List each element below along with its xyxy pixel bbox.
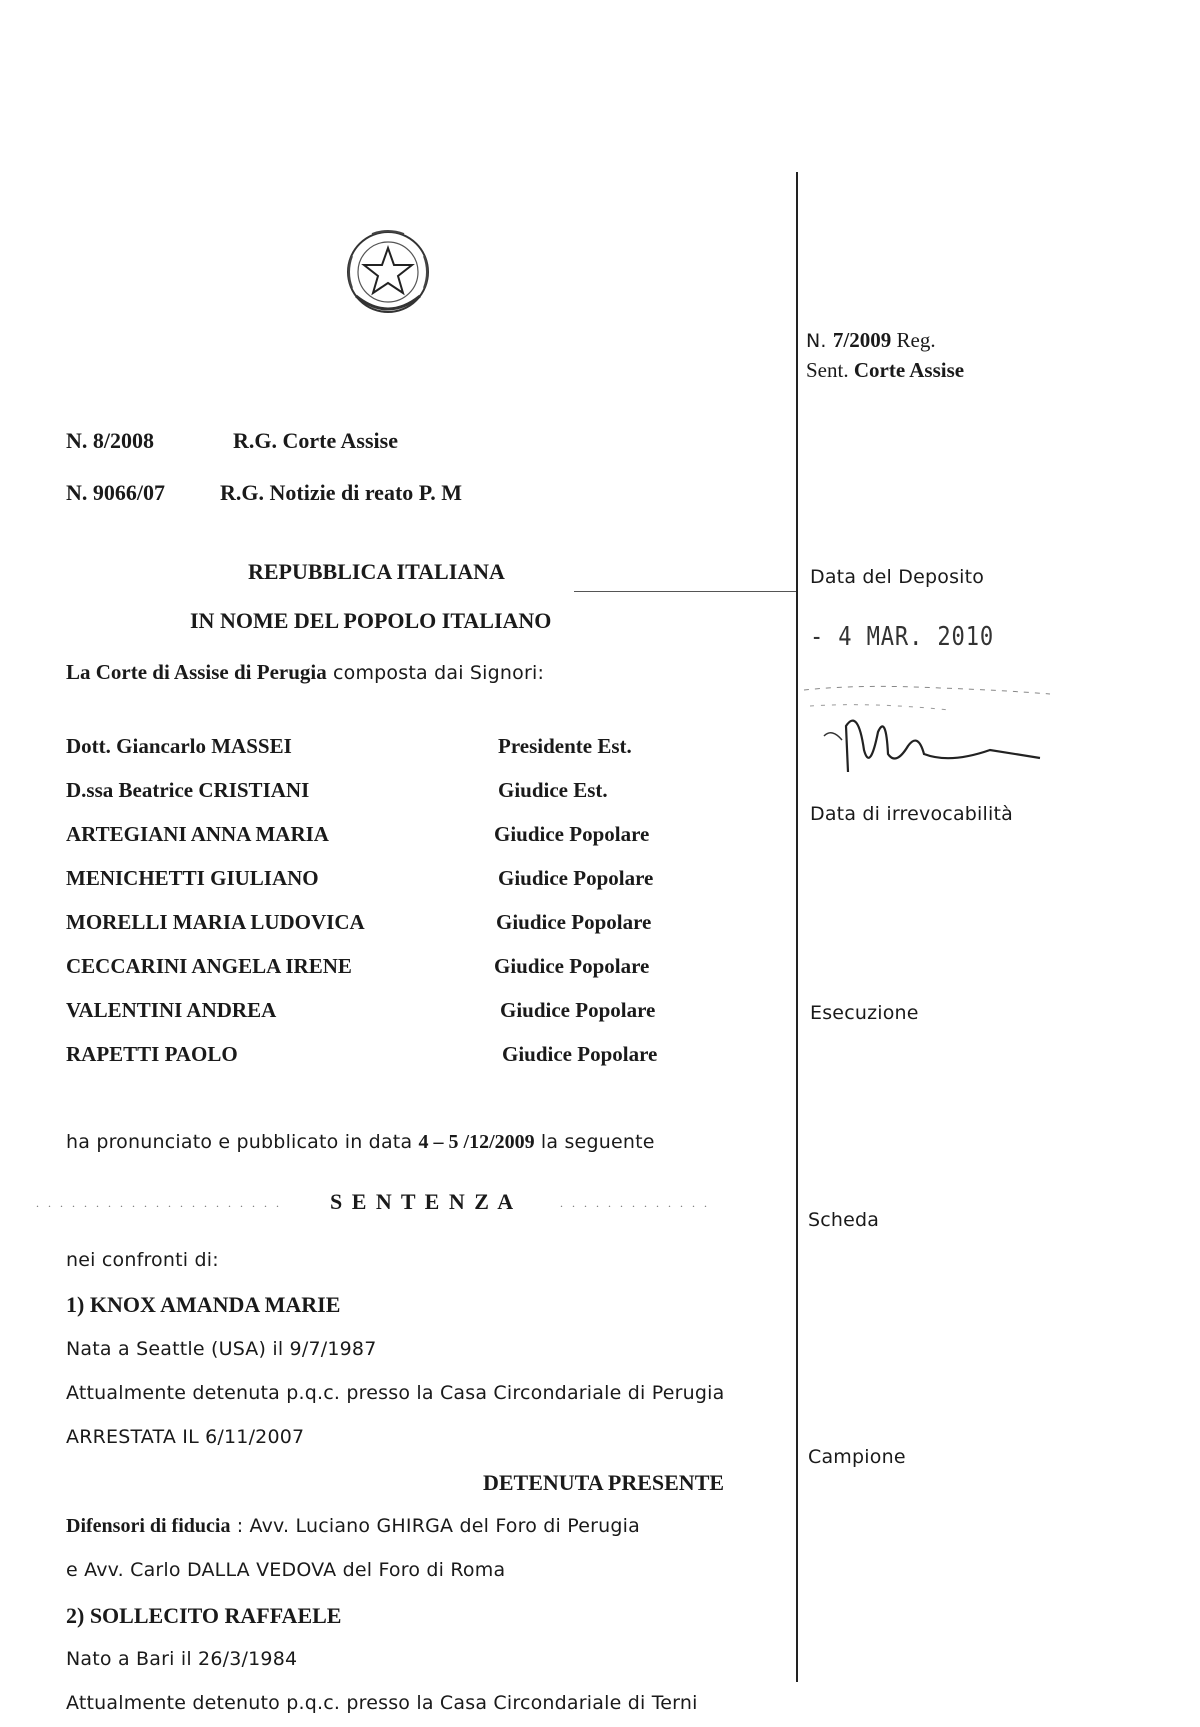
judge-name: VALENTINI ANDREA	[66, 998, 277, 1022]
defendant-2-name: 2) SOLLECITO RAFFAELE	[66, 1603, 342, 1628]
registry-number-value: 7/2009	[832, 328, 892, 352]
defendant-1-arrest: ARRESTATA IL 6/11/2007	[66, 1426, 305, 1448]
defendant-1-name: 1) KNOX AMANDA MARIE	[66, 1292, 341, 1317]
judge-role: Presidente Est.	[498, 734, 632, 758]
sentence-register-label: Corte Assise	[853, 358, 965, 382]
judge-name: CECCARINI ANGELA IRENE	[66, 954, 352, 978]
judge-name: MORELLI MARIA LUDOVICA	[66, 910, 365, 934]
dotted-rule-left: . . . . . . . . . . . . . . . . . . . . .	[36, 1196, 282, 1210]
defendant-1-birth: Nata a Seattle (USA) il 9/7/1987	[66, 1338, 377, 1360]
ref2-number: N. 9066/07	[66, 480, 165, 505]
dotted-rule-right: . . . . . . . . . . . . .	[560, 1196, 710, 1210]
judge-name: RAPETTI PAOLO	[66, 1042, 238, 1066]
pronouncement-date: 4 – 5 /12/2009	[418, 1131, 535, 1153]
defendant-1-status: DETENUTA PRESENTE	[483, 1470, 725, 1495]
judge-name: ARTEGIANI ANNA MARIA	[66, 822, 329, 846]
defendant-2-custody: Attualmente detenuto p.q.c. presso la Casa Circondariale di Terni	[66, 1692, 698, 1714]
judge-name: MENICHETTI GIULIANO	[66, 866, 319, 890]
campione-label: Campione	[808, 1446, 906, 1468]
margin-divider	[796, 172, 798, 1682]
sentenza-heading: S E N T E N Z A	[330, 1189, 516, 1214]
defendant-2-birth: Nato a Bari il 26/3/1984	[66, 1648, 298, 1670]
judge-role: Giudice Popolare	[502, 1042, 658, 1066]
deposit-date-label: Data del Deposito	[810, 566, 985, 588]
judge-role: Giudice Popolare	[494, 954, 650, 978]
defendant-1-custody: Attualmente detenuta p.q.c. presso la Casa Circondariale di Perugia	[66, 1382, 725, 1404]
ref1-number: N. 8/2008	[66, 428, 154, 453]
judge-name: D.ssa Beatrice CRISTIANI	[66, 778, 310, 802]
ref1-description: R.G. Corte Assise	[233, 428, 398, 453]
ref2-description: R.G. Notizie di reato P. M	[220, 480, 462, 505]
defenders-line-1	[66, 1515, 640, 1538]
signature-icon	[800, 680, 1060, 790]
sentence-register-prefix: Sent.	[806, 358, 854, 382]
registry-number-prefix: N.	[806, 330, 833, 352]
pronouncement-suffix: la seguente	[534, 1131, 655, 1153]
judge-name: Dott. Giancarlo MASSEI	[66, 734, 292, 758]
confronti-text: nei confronti di:	[66, 1249, 219, 1271]
deposit-date-stamp: - 4 MAR. 2010	[810, 622, 995, 652]
in-name-heading: IN NOME DEL POPOLO ITALIANO	[190, 608, 552, 633]
judge-role: Giudice Est.	[498, 778, 608, 802]
court-composition-text: composta dai Signori:	[326, 662, 545, 684]
defenders-label: Difensori di fiducia	[66, 1515, 231, 1537]
registry-number-label: Reg.	[891, 328, 936, 352]
registry-number	[806, 328, 936, 353]
court-name: La Corte di Assise di Perugia	[66, 660, 327, 684]
judge-role: Giudice Popolare	[500, 998, 656, 1022]
judge-role: Giudice Popolare	[498, 866, 654, 890]
court-composition	[66, 660, 544, 685]
republic-heading: REPUBBLICA ITALIANA	[248, 559, 505, 584]
sentence-register	[806, 358, 964, 383]
irrevocability-label: Data di irrevocabilità	[810, 803, 1013, 825]
emblem-icon	[342, 226, 434, 322]
defenders-text-1: : Avv. Luciano GHIRGA del Foro di Perugia	[230, 1515, 640, 1537]
deposit-leader-line	[574, 591, 796, 592]
judge-role: Giudice Popolare	[496, 910, 652, 934]
pronouncement-text: ha pronunciato e pubblicato in data	[66, 1131, 419, 1153]
scheda-label: Scheda	[808, 1209, 880, 1231]
execution-label: Esecuzione	[810, 1002, 919, 1024]
pronouncement	[66, 1131, 655, 1154]
defenders-line-2: e Avv. Carlo DALLA VEDOVA del Foro di Roma	[66, 1559, 506, 1581]
judge-role: Giudice Popolare	[494, 822, 650, 846]
